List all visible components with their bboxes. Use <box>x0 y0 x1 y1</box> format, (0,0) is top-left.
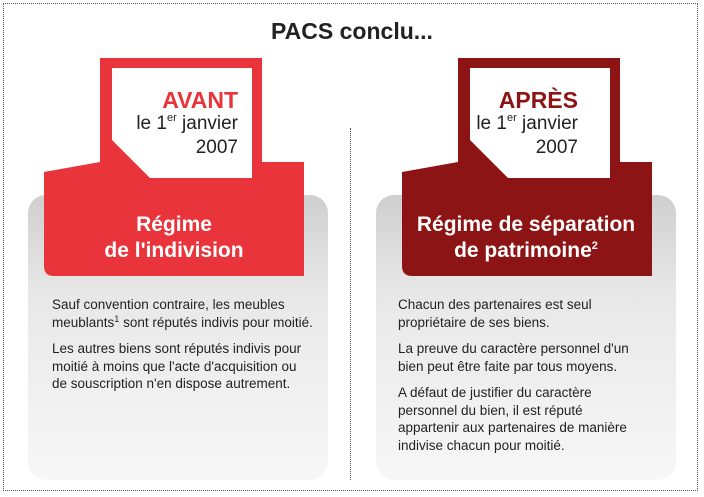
right-body <box>398 296 644 463</box>
left-paragraph-1-text: Sauf convention contraire, les meubles meublants <box>52 297 285 330</box>
right-badge-date-prefix: le 1 <box>476 113 507 134</box>
left-body <box>52 296 314 402</box>
right-banner-footnote: 2 <box>591 240 598 252</box>
right-badge-date <box>452 112 578 136</box>
left-paragraph-1-text-after: sont réputés indivis pour moitié. <box>119 314 313 330</box>
page-title: PACS conclu... <box>271 18 433 44</box>
right-banner-line2-wrap <box>400 238 652 264</box>
right-banner-line1: Régime de séparation <box>416 213 636 236</box>
left-badge-date-month: janvier <box>176 113 238 134</box>
left-date-badge <box>112 88 238 160</box>
left-banner-line1: Régime <box>136 213 212 236</box>
left-badge-headline: AVANT <box>162 87 238 113</box>
right-banner-line2: de patrimoine <box>454 239 592 262</box>
right-badge-date-month: janvier <box>516 113 578 134</box>
left-banner-line2: de l'indivision <box>104 239 244 262</box>
left-badge-date-prefix: le 1 <box>136 113 167 134</box>
right-banner <box>400 212 652 264</box>
left-paragraph-1 <box>52 296 314 331</box>
right-date-badge <box>452 88 578 160</box>
right-paragraph-3: A défaut de justifier du caractère personnel du bien, il est réputé appartenir aux partenaires de manière indivise chacun pour moitié. <box>398 385 627 453</box>
left-badge-year: 2007 <box>195 137 238 158</box>
left-badge-date <box>112 112 238 136</box>
right-badge-headline: APRÈS <box>498 87 578 113</box>
left-badge-date-sup: er <box>166 112 177 124</box>
right-badge-year: 2007 <box>535 137 578 158</box>
left-footnote-1: 1 <box>114 313 120 324</box>
right-paragraph-2: La preuve du caractère personnel d'un bien peut être faite par tous moyens. <box>398 341 629 374</box>
right-paragraph-1: Chacun des partenaires est seul propriétaire de ses biens. <box>398 297 592 330</box>
left-banner <box>44 212 304 264</box>
left-paragraph-2: Les autres biens sont réputés indivis pour moitié à moins que l'acte d'acquisition ou de souscription n'en dispose autrement. <box>52 341 302 391</box>
right-badge-date-sup: er <box>506 112 517 124</box>
